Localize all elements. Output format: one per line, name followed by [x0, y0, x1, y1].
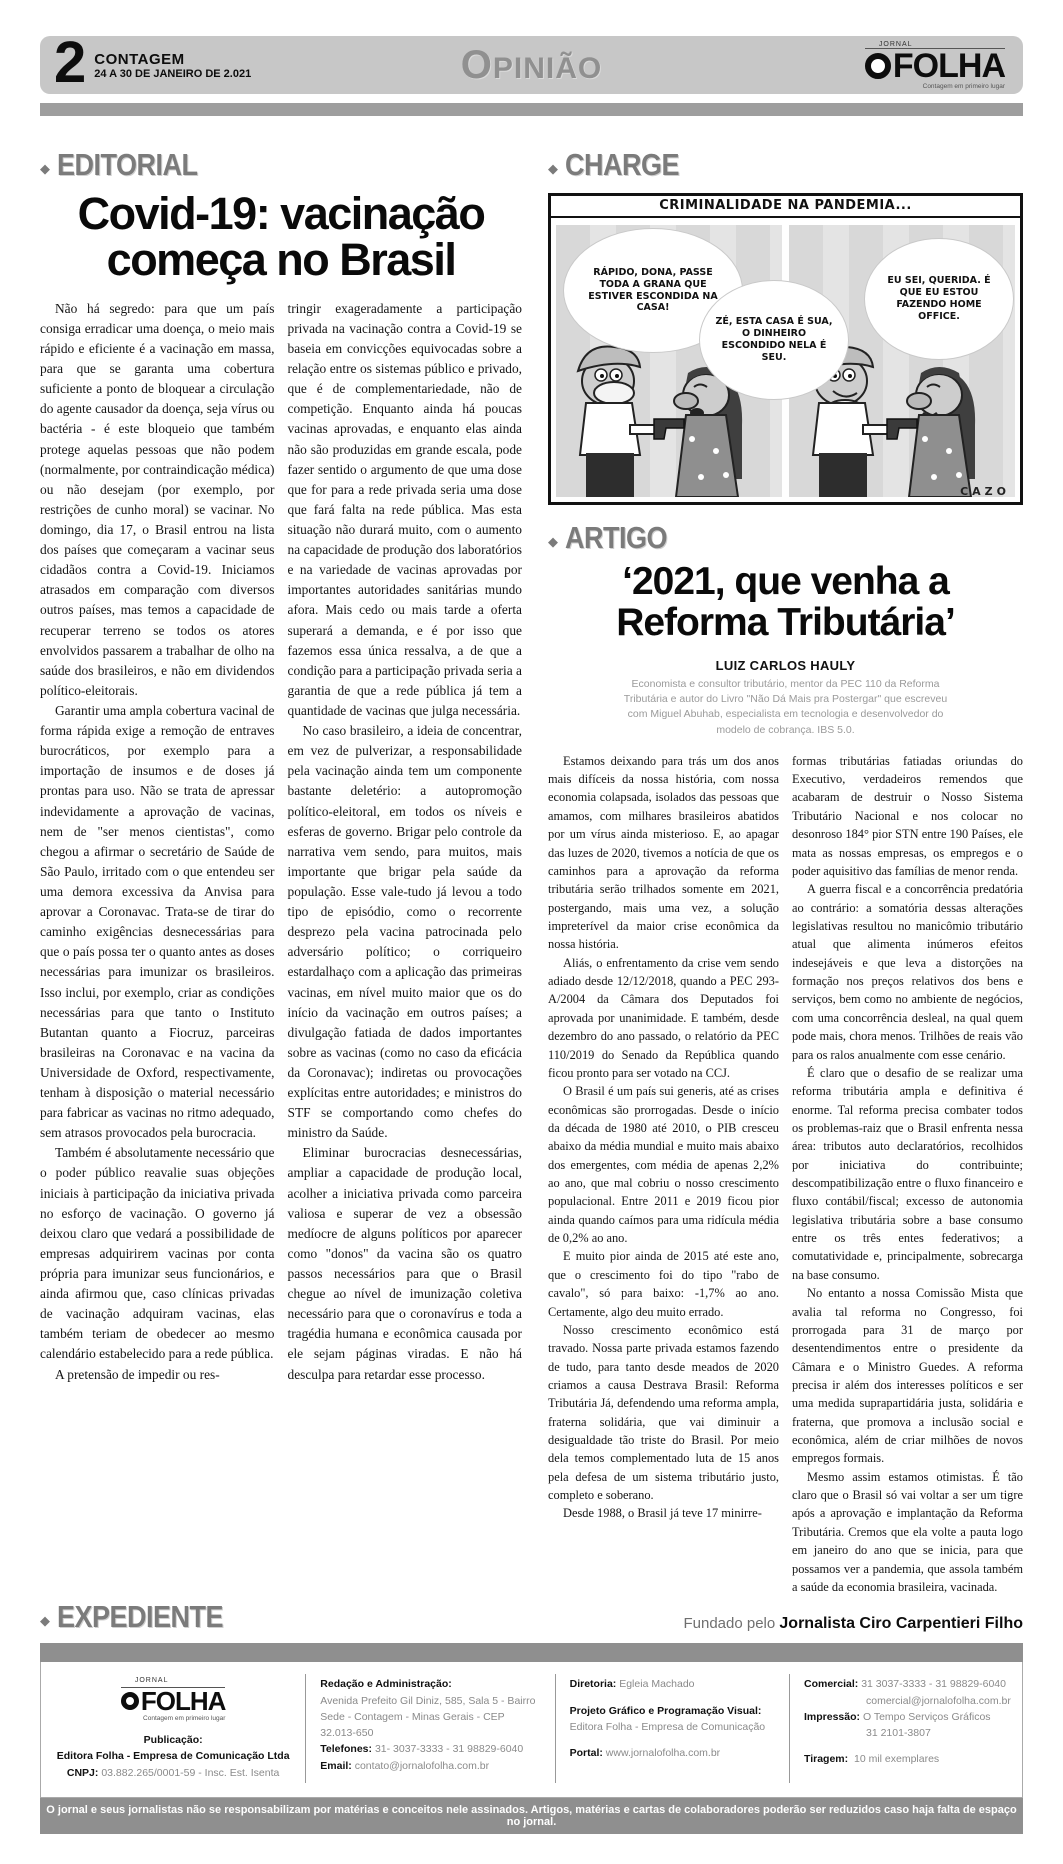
logo-top-text: JORNAL [121, 1676, 226, 1688]
publication-label: Publicação: [143, 1734, 203, 1747]
paragraph: Eliminar burocracias desnecessárias, ampliar a capacidade de produção local, acolher a iniciativa privada como parceira valiosa e superar de vez a obsessão medíocre de alguns políticos por aparecer como "donos" da vacina são os quatro passos necessários para que o Brasil chegue ao nível de imunização coletiva necessário para que o coronavírus e toda a tragédia humana e econômica causada por ele sejam páginas viradas. E não há desculpa para retardar esse processo. [287, 1145, 522, 1382]
expediente-redacao [305, 1674, 554, 1783]
artigo-headline: ‘2021, que venha a Reforma Tributária’ [616, 560, 955, 644]
paragraph: Não há segredo: para que um país consiga erradicar uma doença, o meio mais rápido e eficiente é a vacinação em massa, para que se garanta uma cobertura suficiente a ponto de bloquear a circulação do agente causador da doença, seja vírus ou bactéria - é este bloqueio que também protege aquelas pessoas que não podem (normalmente, por contraindicação médica) ou não desejam (por exemplo, por restrições de cunho moral) se vacinar. No domingo, dia 17, o Brasil entrou na lista dos países que começaram a vacinar seus cidadãos contra a Covid-19. Iniciamos atrasados em comparação com diversos outros países, mas temos a capacidade de recuperar terreno se todos os atores envolvidos passarem a trabalhar de olho na saúde dos brasileiros, e não em dividendos político-eleitorais. [40, 300, 275, 698]
logo-name: FOLHA [892, 46, 1005, 85]
paragraph: Também é absolutamente necessário que o poder público reavalie suas objeções iniciais à participação da iniciativa privada no esforço de vacinação. O governo já deixou claro que vedará a possibilidade de empresas adquirirem vacinas por conta própria para imunizar seus funcionários, e ainda afirmou que, caso clínicas privadas de vacinação adquiram vacinas, elas também teriam de obedecer ao mesmo calendário estabelecido para a rede pública. [40, 1145, 275, 1362]
expediente-comercial [789, 1674, 1022, 1783]
publication-value: Editora Folha - Empresa de Comunicação Ltda [56, 1750, 290, 1763]
expediente-publication [41, 1674, 305, 1783]
cartoon-caption: CRIMINALIDADE NA PANDEMIA... [551, 196, 1020, 218]
diretoria-value: Egleia Machado [619, 1678, 695, 1691]
founder-line: Fundado pelo Jornalista Ciro Carpentieri Filho [683, 1615, 1023, 1633]
artigo-body [548, 752, 1023, 1597]
logo-tagline: Contagem em primeiro lugar [922, 82, 1005, 90]
cartoon-panels [551, 220, 1020, 502]
page-number: 2 [54, 29, 85, 95]
diamond-bullet-icon: ◆ [548, 533, 558, 549]
artigo-author-bio: Economista e consultor tributário, mentor da PEC 110 da Reforma Tributária e autor do Livro "Não Dá Mais pra Postergar" que escreveu com Miguel Abuhab, especialista em tecnologia e desenvolvedor do modelo de cobrança. IBS 5.0. [623, 677, 948, 736]
redacao-address: Avenida Prefeito Gil Diniz, 585, Sala 5 - Bairro Sede - Contagem - Minas Gerais - CEP 32.013-650 [320, 1694, 536, 1740]
folha-ring-icon [865, 53, 891, 79]
portal-label: Portal: [569, 1747, 603, 1760]
speech-bubble-woman: ZÉ, ESTA CASA É SUA, O DINHEIRO ESCONDIDO NELA É SEU. [699, 280, 849, 400]
paragraph: Estamos deixando para trás um dos anos mais difíceis da nossa história, com nossa economia colapsada, isolados das pessoas que amamos, com milhares brasileiros abatidos por um vírus ainda misterioso. E, ao apagar das luzes de 2020, tivemos a notícia de que os caminhos para a aprovação da reforma tributária serão trilhados somente em 2021, postergando, mais uma vez, a solução impreterível da maior crise econômica da nossa história. [548, 753, 779, 952]
editorial-column-1 [40, 299, 275, 1385]
tiragem-value: 10 mil exemplares [853, 1753, 940, 1766]
masthead [40, 29, 1023, 116]
email-value: contato@jornalofolha.com.br [354, 1759, 490, 1772]
expediente-diretoria [555, 1674, 789, 1783]
diamond-bullet-icon: ◆ [548, 160, 558, 176]
email-label: Email: [320, 1759, 352, 1772]
paragraph: A guerra fiscal e a concorrência predatória ao contrário: a somatória dessas alterações legislativas resultou no manicômio tributário atual que alimenta inúmeros efeitos indesejáveis e que leva a distorções na formação nos preços relativos dos bens e serviços, bem como no ambiente de negócios, com uma concorrência desleal, na qual quem pode mais, chora menos. Trilhões de reais vão para os ralos anualmente com esse cenário. [792, 882, 1023, 1062]
artigo-column-1 [548, 752, 779, 1597]
disclaimer-bar: O jornal e seus jornalistas não se responsabilizam por matérias e conceitos nele assinados. Artigos, matérias e cartas de colaboradores poderão ser reduzidos caso haja falta de espaço no jornal. [40, 1798, 1023, 1834]
comercial-email: comercial@jornalofolha.com.br [865, 1694, 1011, 1707]
phones-label: Telefones: [320, 1743, 373, 1756]
logo-top-text: JORNAL [865, 41, 1005, 49]
charge-label: ◆ CHARGE [548, 148, 680, 182]
expediente-box [40, 1643, 1023, 1834]
editorial-label: ◆ EDITORIAL [40, 148, 198, 182]
impressao-label: Impressão: [803, 1710, 861, 1723]
paragraph: Mesmo assim estamos otimistas. É tão claro que o Brasil só vai voltar a ser um tigre após a aprovação e implantação da Reforma Tributária. Cremos que ela volte a pauta logo em janeiro do ano que se inicia, para que possamos ver a pandemia, que assola também a saúde da economia brasileira, vacinada. [792, 1469, 1023, 1594]
speech-bubble-robber-reply: EU SEI, QUERIDA. É QUE EU ESTOU FAZENDO HOME OFFICE. [864, 238, 1014, 360]
tiragem-label: Tiragem: [803, 1753, 849, 1766]
paragraph: No caso brasileiro, a ideia de concentrar, em vez de pulverizar, a responsabilidade pela vacinação ainda tem um componente bastante deletério: a autopromoção político-eleitoral, em todos os níveis e esferas de governo. Brigar pelo controle da narrativa vem sendo, para muitos, mais importante que brigar pela saúde da população. Esse vale-tudo já levou a todo tipo de episódio, como o recorrente desprezo pela vacina patrocinada pelo adversário político; o corriqueiro estardalhaço com a aplicação das primeiras vacinas, em nível muito maior que os do início da vacinação em outros países; a divulgação fatiada de dados importantes sobre as vacinas (como no caso da eficácia da Coronavac); indiretas ou provocações explícitas entre autoridades; e ministros do STF se comportando como chefes do ministro da Saúde. [287, 723, 522, 1141]
issue-date: 24 A 30 DE JANEIRO DE 2.021 [94, 67, 252, 80]
redacao-title: Redação e Administração: [320, 1678, 452, 1691]
issue-city: CONTAGEM [94, 50, 185, 68]
diretoria-label: Diretoria: [569, 1678, 617, 1691]
phones-value: 31- 3037-3333 - 31 98829-6040 [374, 1743, 524, 1756]
impressao-phone: 31 2101-3807 [865, 1727, 931, 1740]
speech-bubble-robber: RÁPIDO, DONA, PASSE TODA A GRANA QUE ESTIVER ESCONDIDA NA CASA! [563, 228, 743, 353]
cartoonist-signature: CAZO [960, 485, 1010, 498]
projeto-value: Editora Folha - Empresa de Comunicação [569, 1720, 766, 1733]
paragraph: Garantir uma ampla cobertura vacinal de forma rápida exige a remoção de entraves burocráticos, por exemplo para a importação de insumos e de doses já prontas para uso. Não se trata de apressar indevidamente a aprovação de vacinas, nem de "ser menos cientistas", como chegou a afirmar o secretário de Saúde de São Paulo, irritado com o que entendeu ser uma demora excessiva da Anvisa para aprovar a Coronavac. Trata-se de tirar do caminho exigências desnecessárias para que o país possa ter o quanto antes as doses necessárias para imunizar os brasileiros. Isso inclui, por exemplo, criar as condições necessárias para que tanto o Instituto Butantan quanto a Fiocruz, parceiras brasileiras na Coronavac e na vacina da Universidade de Oxford, respectivamente, tenham à disposição o material necessário para fabricar as vacinas no ritmo adequado, sem atrasos provocados pela burocracia. [40, 702, 275, 1141]
paragraph: O Brasil é um país sui generis, até as crises econômicas são prorrogadas. Desde o início da década de 1980 até 2010, o PIB cresceu abaixo da média mundial e muito mais abaixo dos emergentes, com média de apenas 2,2% ao ano, que mal cobriu o nosso crescimento populacional. Entre 2011 e 2019 ficou pior ainda quando caímos para uma ridícula média de 0,2% ao ano. [548, 1084, 779, 1246]
comercial-label: Comercial: [803, 1678, 859, 1691]
paragraph: Aliás, o enfrentamento da crise vem sendo adiado desde 12/12/2018, quando a PEC 293-A/2004 da Câmara dos Deputados foi aprovada por unanimidade. E também, desde dezembro do ano passado, o relatório da PEC 110/2019 do Senado da República quando ficou pronto para ser votado na CCJ. [548, 955, 779, 1080]
folha-logo-small: JORNAL FOLHA Contagem em primeiro lugar [121, 1676, 226, 1724]
artigo-label: ◆ ARTIGO [548, 521, 667, 555]
paragraph: formas tributárias fatiadas oriundas do Executivo, verdadeiros remendos que acabaram de destruir o Nosso Sistema Tributário Nacional e nos colocar no desonroso 184° pior STN entre 190 Países, ele mata as nossas empresas, os empregos e o poder aquisitivo das famílias de menor renda. [792, 753, 1023, 878]
editorial-headline: Covid-19: vacinação começa no Brasil [77, 188, 485, 285]
paragraph: E muito pior ainda de 2015 até este ano, que o crescimento foi do tipo "rabo de cavalo", só para baixo: -1,7% ao ano. Certamente, algo deu muito errado. [548, 1249, 779, 1319]
cnpj-label: CNPJ: [66, 1766, 99, 1779]
paragraph: É claro que o desafio de se realizar uma reforma tributária ampla e definitiva é enorme. Tal reforma precisa combater todos os problemas-raiz que o Brasil enfrenta nessa área: tributos auto declaratórios, recolhidos por iniciativa do contribuinte; descompatibilização entre o fluxo financeiro e fluxo contábil/fiscal; excesso de autonomia legislativa tributária sobre a base consumo entre os três entes federativos; a comutatividade e, principalmente, sobrecarga na base consumo. [792, 1065, 1023, 1282]
paragraph: tringir exageradamente a participação privada na vacinação contra a Covid-19 se baseia em convicções equivocadas sobre a relação entre os sistemas público e privado, que é de complementariedade, não de competição. Enquanto ainda há poucas vacinas aprovadas, e enquanto elas ainda não são produzidas em grande escala, pode fazer sentido o argumento de que uma dose que for para a rede privada seria uma dose que fará falta na rede pública. Mas esta situação não durará muito, com o aumento na capacidade de produção dos laboratórios e na variedade de vacinas aprovadas por importantes autoridades sanitárias mundo afora. Mais cedo ou mais tarde a oferta superará a demanda, e é por isso que fazemos essa única ressalva, a de que a condição para a participação privada seria a garantia de que a rede pública já tem a quantidade de vacinas que julga necessária. [287, 300, 522, 718]
artigo-author: LUIZ CARLOS HAULY [715, 657, 856, 673]
header-divider-bar [40, 103, 1023, 116]
impressao-value: O Tempo Serviços Gráficos [862, 1710, 991, 1723]
cnpj-value: 03.882.265/0001-59 - Insc. Est. Isenta [101, 1766, 280, 1779]
artigo-column-2 [792, 752, 1023, 1597]
paragraph: Nosso crescimento econômico está travado. Nossa parte privada estamos fazendo de tudo, para tanto desde meados de 2020 criamos a causa Destrava Brasil: Reforma Tributária Já, defendendo uma reforma ampla, fraterna solidária, que vai diminuir a desigualdade tão triste do Brasil. Por meio dela temos complementado luta de 15 anos pela defesa de um sistema tributário justo, completo e soberano. [548, 1322, 779, 1503]
editorial-cartoon [548, 193, 1023, 505]
paragraph: A pretensão de impedir ou res- [55, 1366, 220, 1382]
founder-name: Jornalista Ciro Carpentieri Filho [779, 1615, 1023, 1633]
masthead-bar [40, 29, 1023, 95]
editorial-section [40, 136, 522, 1596]
diamond-bullet-icon: ◆ [40, 1612, 50, 1628]
folha-logo [865, 41, 1005, 90]
right-column [548, 136, 1023, 1596]
expediente-label: ◆ EXPEDIENTE [40, 1600, 224, 1635]
projeto-label: Projeto Gráfico e Programação Visual: [569, 1704, 762, 1717]
paragraph: No entanto a nossa Comissão Mista que avalia tal reforma no Congresso, foi prorrogada para 31 de março por desentendimentos entre o presidente da Câmara e o Ministro Guedes. A reforma precisa ir além dos interesses políticos e ser uma medida suprapartidária justa, solidária e fraterna, que promova a inclusão social e econômica, além de criar milhões de novos empregos formais. [792, 1286, 1023, 1466]
portal-value: www.jornalofolha.com.br [605, 1747, 721, 1760]
page-title: OPINIÃO [460, 42, 603, 87]
diamond-bullet-icon: ◆ [40, 160, 50, 176]
paragraph: Desde 1988, o Brasil já teve 17 minirre- [563, 1506, 762, 1521]
editorial-body [40, 299, 522, 1385]
editorial-column-2 [288, 299, 523, 1385]
folha-ring-icon [121, 1692, 139, 1710]
comercial-phones: 31 3037-3333 - 31 98829-6040 [861, 1678, 1006, 1691]
